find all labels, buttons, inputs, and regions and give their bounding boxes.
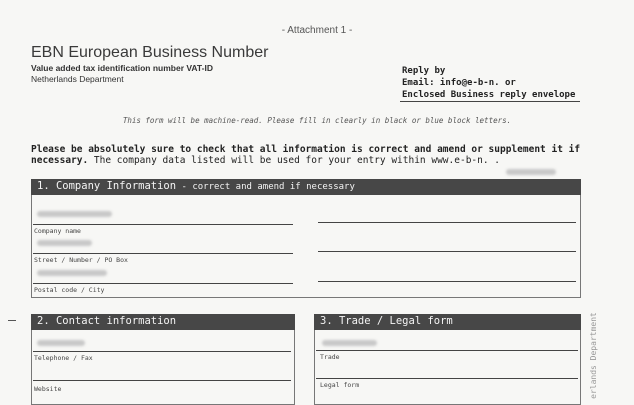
company-name-label: Company name [34, 227, 81, 235]
company-name-value [37, 211, 112, 217]
section3-header: 3. Trade / Legal form [314, 314, 581, 330]
website-label: Website [34, 385, 62, 393]
postal-extra-field[interactable] [318, 281, 576, 282]
reply-by-label: Reply by [402, 66, 446, 76]
telephone-fax-field[interactable] [33, 351, 291, 352]
department-label: Netherlands Department [31, 74, 124, 84]
legal-form-label: Legal form [320, 381, 360, 389]
telephone-value [37, 340, 85, 346]
website-field[interactable] [33, 380, 291, 381]
reply-underline [400, 101, 580, 102]
form-title: EBN European Business Number [31, 44, 269, 61]
sidebar-text: erlands Department [588, 312, 598, 399]
section1-header [31, 179, 581, 195]
attachment-label: - Attachment 1 - [281, 25, 353, 36]
trade-label: Trade [320, 353, 340, 361]
warning-bold: Please be absolutely sure to check that all information is correct and amend or supplement it if necessary. [31, 144, 581, 166]
postal-value [37, 270, 107, 276]
margin-mark [8, 320, 16, 321]
form-subtitle: Value added tax identification number VAT-ID [31, 63, 213, 73]
street-field[interactable] [33, 253, 293, 254]
section1-title: 1. Company Information [37, 180, 177, 192]
machine-read-notice: This form will be machine-read. Please fill in clearly in black or blue block letters. [122, 116, 512, 125]
reply-email: Email: info@e-b-n. or [402, 78, 516, 88]
postal-city-label: Postal code / City [34, 286, 105, 294]
section1-note: - correct and amend if necessary [176, 182, 355, 192]
warning-text [31, 144, 586, 166]
redacted-text [506, 169, 556, 175]
telephone-fax-label: Telephone / Fax [34, 354, 93, 362]
sidebar-department-text [588, 312, 602, 405]
legal-form-field[interactable] [316, 378, 578, 379]
company-name-field[interactable] [33, 224, 293, 225]
trade-value [322, 340, 377, 346]
section2-header: 2. Contact information [31, 314, 295, 330]
reply-envelope: Enclosed Business reply envelope [402, 90, 576, 100]
street-value [37, 240, 92, 246]
warning-rest: The company data listed will be used for your entry within www.e-b-n. . [88, 155, 501, 166]
trade-field[interactable] [316, 350, 578, 351]
company-name-extra-field[interactable] [318, 222, 576, 223]
postal-city-field[interactable] [33, 283, 293, 284]
street-extra-field[interactable] [318, 251, 576, 252]
street-label: Street / Number / PO Box [34, 256, 128, 264]
